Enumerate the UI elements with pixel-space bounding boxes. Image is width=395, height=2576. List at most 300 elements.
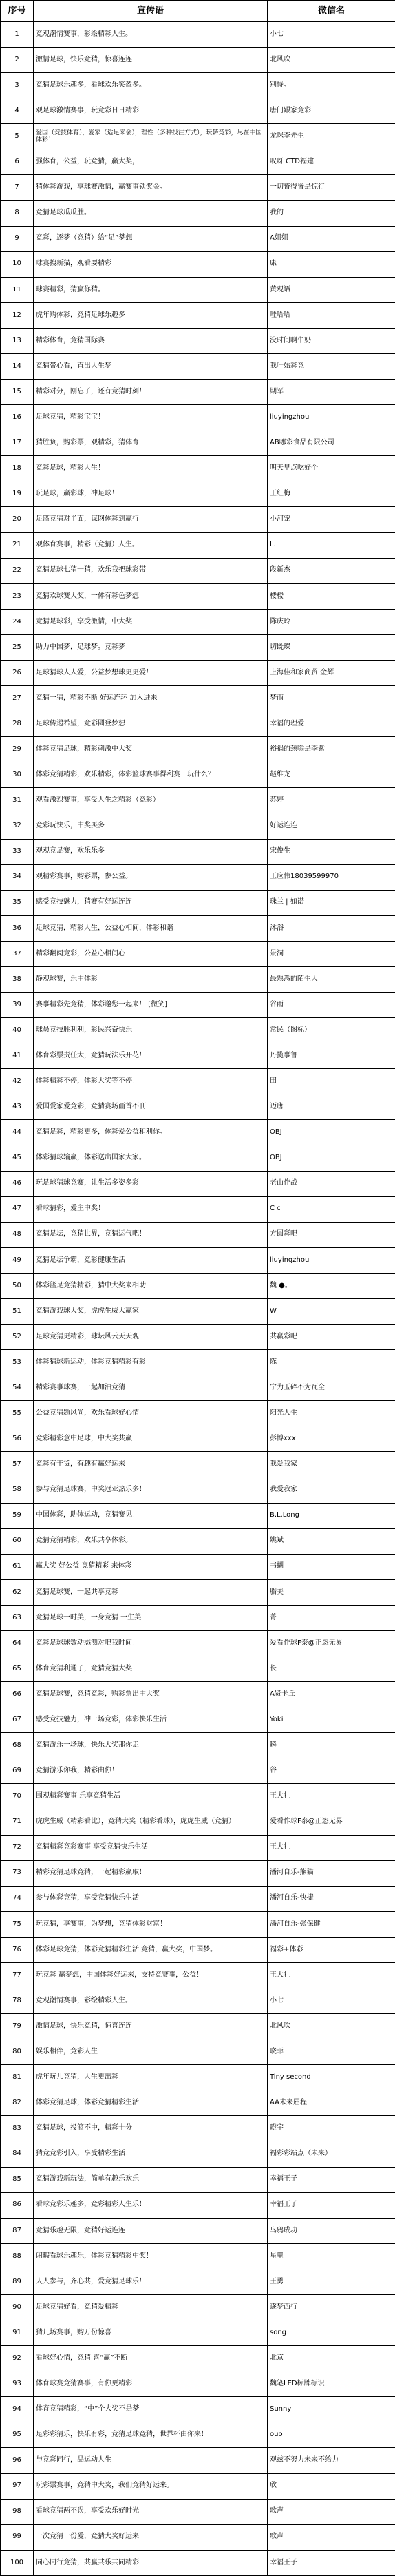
row-number: 36 (1, 915, 34, 941)
table-row (1, 1298, 395, 1324)
row-slogan: 助力中国梦，足球梦。竞彩梦！ (34, 634, 268, 660)
row-number: 51 (1, 1298, 34, 1324)
row-wechat-name: 书蝴 (268, 1554, 395, 1579)
row-wechat-name: Sunny (268, 2397, 395, 2422)
row-slogan: 竞猜足球乐趣多，看球欢乐笑盈多。 (34, 73, 268, 98)
row-wechat-name: 王大壮 (268, 1784, 395, 1809)
row-wechat-name: 常民（图标） (268, 1018, 395, 1043)
row-number: 74 (1, 1886, 34, 1911)
table-row (1, 1605, 395, 1630)
row-number: 76 (1, 1937, 34, 1962)
row-slogan: 足球传递希望，竞彩圆登梦想 (34, 711, 268, 737)
table-row (1, 1196, 395, 1222)
table-row (1, 941, 395, 966)
row-number: 75 (1, 1911, 34, 1937)
row-wechat-name: ouo (268, 2422, 395, 2448)
table-row (1, 481, 395, 507)
row-number: 99 (1, 2524, 34, 2550)
table-row (1, 660, 395, 685)
table-row (1, 2014, 395, 2039)
row-slogan: 体彩足球竞猜，体彩竞猜精彩生活 竞猜，赢大奖，中国梦。 (34, 1937, 268, 1962)
table-row (1, 1682, 395, 1707)
row-number: 15 (1, 380, 34, 405)
row-number: 33 (1, 839, 34, 864)
row-number: 60 (1, 1528, 34, 1554)
row-slogan: 竞彩，逐梦（竞猜）给“足”梦想 (34, 226, 268, 251)
row-number: 20 (1, 507, 34, 532)
row-slogan: 一次竞猜一份爱，竞猜大奖好运来 (34, 2524, 268, 2550)
row-wechat-name: 上海佳和家商贸 金辉 (268, 660, 395, 685)
row-wechat-name: 没时间啊牛奶 (268, 328, 395, 353)
row-wechat-name: 赵维龙 (268, 762, 395, 788)
row-number: 56 (1, 1426, 34, 1452)
table-row (1, 251, 395, 277)
row-wechat-name: OBJ (268, 1120, 395, 1145)
row-wechat-name: 小河宠 (268, 507, 395, 532)
row-slogan: 玩竞彩 赢梦想，中国体彩好运来，支持竞赛事，公益！ (34, 1962, 268, 1988)
table-row (1, 1273, 395, 1298)
row-slogan: 竞猜带心看，直出人生梦 (34, 354, 268, 380)
row-slogan: 精彩赛事球赛，一起加油竞猜 (34, 1375, 268, 1401)
table-row (1, 200, 395, 226)
row-wechat-name: 潘河自乐-张保健 (268, 1911, 395, 1937)
table-row (1, 48, 395, 73)
row-slogan: 体彩竞猜足球，体彩竞猜精彩生活 (34, 2090, 268, 2116)
row-wechat-name: 谷雨 (268, 992, 395, 1017)
table-row (1, 864, 395, 890)
row-number: 57 (1, 1452, 34, 1477)
row-slogan: 玩竞猜，享赛事，为梦想，竞猜体彩财富！ (34, 1911, 268, 1937)
row-number: 94 (1, 2397, 34, 2422)
row-number: 58 (1, 1477, 34, 1503)
table-row (1, 1452, 395, 1477)
row-slogan: 爱国（竞技体育），爱家（适足来会），理性（多种投注方式），玩转竞彩，尽在中国体彩！ (34, 124, 268, 149)
row-number: 39 (1, 992, 34, 1017)
row-wechat-name: 魏笔LED标牌标识 (268, 2371, 395, 2397)
row-wechat-name: 切既璨 (268, 634, 395, 660)
table-row (1, 1630, 395, 1656)
table-row (1, 354, 395, 380)
row-slogan: 竞猜足球彩，享受激情，中大奖！ (34, 609, 268, 634)
row-number: 55 (1, 1401, 34, 1426)
row-wechat-name: 北风吹 (268, 2014, 395, 2039)
row-slogan: 观观竞足赛，欢乐乐多 (34, 839, 268, 864)
row-wechat-name: 田 (268, 1069, 395, 1094)
row-slogan: 强体育，公益，玩竞猜，赢大奖， (34, 149, 268, 175)
row-slogan: 竞猜足球七猜一猜，欢乐我把球彩带 (34, 558, 268, 583)
row-wechat-name: 一切皆得皆是惊行 (268, 175, 395, 200)
row-slogan: 观足球激情赛事，玩竞彩日日精彩 (34, 98, 268, 124)
row-slogan: 猜体彩游戏，享球赛激情，赢赛事锁奖金。 (34, 175, 268, 200)
table-row (1, 1962, 395, 1988)
row-wechat-name: 小七 (268, 22, 395, 48)
row-wechat-name: 陈 (268, 1350, 395, 1375)
row-number: 40 (1, 1018, 34, 1043)
row-number: 44 (1, 1120, 34, 1145)
row-wechat-name: 北风吹 (268, 48, 395, 73)
table-row (1, 2422, 395, 2448)
row-number: 96 (1, 2448, 34, 2473)
row-number: 41 (1, 1043, 34, 1069)
table-row (1, 1350, 395, 1375)
row-wechat-name: 幸福的理爱 (268, 711, 395, 737)
row-wechat-name: 陈庆玲 (268, 609, 395, 634)
row-wechat-name: 唐门跟家竞彩 (268, 98, 395, 124)
row-wechat-name: 我爱我家 (268, 1452, 395, 1477)
table-row (1, 1503, 395, 1528)
table-row (1, 98, 395, 124)
row-wechat-name: song (268, 2320, 395, 2346)
row-wechat-name: 潘河自乐-熊猫 (268, 1860, 395, 1886)
row-slogan: 竞猜游戏球大奖，虎虎生威大赢家 (34, 1298, 268, 1324)
row-number: 91 (1, 2320, 34, 2346)
row-number: 28 (1, 711, 34, 737)
row-wechat-name: W (268, 1298, 395, 1324)
row-slogan: 猜竞竞彩引入，享受精彩生活！ (34, 2141, 268, 2167)
row-slogan: 竞彩精彩意中足球，中大奖共赢！ (34, 1426, 268, 1452)
table-row (1, 149, 395, 175)
row-slogan: 猜几场赛事，购万份惊喜 (34, 2320, 268, 2346)
row-slogan: 静观球赛，乐中体彩 (34, 966, 268, 992)
row-slogan: 精彩对分，刚忘了，还有竞猜时刻！ (34, 380, 268, 405)
row-number: 2 (1, 48, 34, 73)
row-slogan: 参与竞猜足球赛，中奖冠亚热乐多！ (34, 1477, 268, 1503)
table-row (1, 175, 395, 200)
row-slogan: 玩足球，赢彩球，冲足球！ (34, 481, 268, 507)
row-number: 19 (1, 481, 34, 507)
table-row (1, 124, 395, 149)
row-wechat-name: 晓菲 (268, 2039, 395, 2065)
table-row (1, 737, 395, 762)
table-row (1, 711, 395, 737)
row-number: 34 (1, 864, 34, 890)
row-slogan: 看球猜彩，爱主中奖！ (34, 1196, 268, 1222)
row-wechat-name: 王勇 (268, 2269, 395, 2294)
table-row (1, 2090, 395, 2116)
row-slogan: 体育球赛竞猜赛事，有你更精彩！ (34, 2371, 268, 2397)
row-slogan: 赢大奖 好公益 竞猜精彩 来体彩 (34, 1554, 268, 1579)
row-slogan: 中国体彩，助体运动，竞猜赛见！ (34, 1503, 268, 1528)
row-slogan: 竞猜足球，投篮不中，精彩十分 (34, 2116, 268, 2141)
row-slogan: 竞猜游乐一场球，快乐大奖那你走 (34, 1733, 268, 1758)
row-wechat-name: 观兹不努力未来不给力 (268, 2448, 395, 2473)
table-row (1, 2499, 395, 2524)
table-row (1, 22, 395, 48)
row-slogan: 看球好心情，竞猜 喜“赢”不断 (34, 2346, 268, 2371)
row-slogan: 激情足球，快乐竞猜，惊喜连连 (34, 2014, 268, 2039)
row-wechat-name: 福彩+体彩 (268, 1937, 395, 1962)
row-number: 77 (1, 1962, 34, 1988)
header-row (1, 1, 395, 22)
row-slogan: 足篮竞猜对半面，谋网体彩到赢行 (34, 507, 268, 532)
row-number: 90 (1, 2294, 34, 2320)
row-slogan: 竞猜足坛，竞猜世界，竞猜运气吧！ (34, 1222, 268, 1247)
row-slogan: 看球竞猜两不误，享受欢乐好时光 (34, 2499, 268, 2524)
table-row (1, 634, 395, 660)
row-number: 45 (1, 1145, 34, 1171)
table-row (1, 813, 395, 839)
table-row (1, 2397, 395, 2422)
row-number: 49 (1, 1247, 34, 1273)
row-wechat-name: 我爱我家 (268, 1477, 395, 1503)
row-slogan: 竞猜欢球赛大奖，一体有彩色梦想 (34, 583, 268, 609)
row-number: 84 (1, 2141, 34, 2167)
row-slogan: 猜胜负，购彩票，观精彩，猜体育 (34, 430, 268, 456)
row-wechat-name: 幸福王子 (268, 2192, 395, 2218)
row-slogan: 竞观潮情赛事，彩绘精彩人生。 (34, 22, 268, 48)
table-row (1, 1784, 395, 1809)
row-number: 6 (1, 149, 34, 175)
row-slogan: 体彩竞猜精彩，欢乐精彩，体彩篮球赛事得利赛！玩什么？ (34, 762, 268, 788)
table-row (1, 1426, 395, 1452)
row-wechat-name: liuyingzhou (268, 1247, 395, 1273)
table-row (1, 2473, 395, 2499)
row-slogan: 竞猜游乐你我，精彩由你！ (34, 1758, 268, 1784)
row-slogan: 赛事精彩先竞猜，体彩邀您一起来！ [微笑] (34, 992, 268, 1017)
row-wechat-name: 宁为玉碎不为瓦全 (268, 1375, 395, 1401)
row-number: 30 (1, 762, 34, 788)
row-wechat-name: 爱看作球F泰@正恣无界 (268, 1809, 395, 1835)
row-slogan: 看球竞彩乐趣多，竞彩精彩人生乐！ (34, 2192, 268, 2218)
row-wechat-name: 腊美 (268, 1579, 395, 1605)
row-wechat-name: 最熟悉的陌生人 (268, 966, 395, 992)
table-row (1, 2448, 395, 2473)
table-row (1, 302, 395, 328)
row-number: 71 (1, 1809, 34, 1835)
table-row (1, 1809, 395, 1835)
table-row (1, 1911, 395, 1937)
table-row (1, 1069, 395, 1094)
row-number: 38 (1, 966, 34, 992)
row-number: 62 (1, 1579, 34, 1605)
table-row (1, 1988, 395, 2014)
row-number: 54 (1, 1375, 34, 1401)
row-slogan: 竞猜游戏新玩法，简单有趣乐欢乐 (34, 2167, 268, 2192)
row-number: 26 (1, 660, 34, 685)
row-number: 24 (1, 609, 34, 634)
row-wechat-name: 沐浴 (268, 915, 395, 941)
row-slogan: 围观精彩赛事 乐享竞猜生活 (34, 1784, 268, 1809)
row-slogan: 激情足球，快乐竞猜，惊喜连连 (34, 48, 268, 73)
row-number: 48 (1, 1222, 34, 1247)
row-slogan: 公益竞猜题风尚，欢乐看球好心情 (34, 1401, 268, 1426)
row-wechat-name: B.L.Long (268, 1503, 395, 1528)
row-number: 13 (1, 328, 34, 353)
row-number: 37 (1, 941, 34, 966)
table-row (1, 1094, 395, 1120)
row-slogan: 竞彩足球球数动态测对吧我时间！ (34, 1630, 268, 1656)
row-number: 69 (1, 1758, 34, 1784)
table-row (1, 1835, 395, 1860)
row-number: 100 (1, 2550, 34, 2575)
row-number: 16 (1, 405, 34, 430)
table-row (1, 2192, 395, 2218)
row-wechat-name: 幸福王子 (268, 2550, 395, 2575)
row-wechat-name: 梦雨 (268, 686, 395, 711)
table-row (1, 2167, 395, 2192)
row-wechat-name: 长 (268, 1656, 395, 1682)
row-slogan: 观体育赛事，精彩（竞猜）人生。 (34, 532, 268, 558)
row-wechat-name: 王应伟18039599970 (268, 864, 395, 890)
row-number: 70 (1, 1784, 34, 1809)
row-slogan: 闲暇看球乐趣乐，体彩竞猜精彩中奖！ (34, 2243, 268, 2269)
row-number: 59 (1, 1503, 34, 1528)
row-slogan: 竞观潮情赛事，彩绘精彩人生。 (34, 1988, 268, 2014)
table-row (1, 583, 395, 609)
row-number: 42 (1, 1069, 34, 1094)
row-wechat-name: 龙咪李先生 (268, 124, 395, 149)
row-wechat-name: 期军 (268, 380, 395, 405)
row-slogan: 感受竞技魅力，冲一场竞彩，体彩快乐生活 (34, 1707, 268, 1733)
row-wechat-name: 老山作战 (268, 1171, 395, 1196)
row-number: 89 (1, 2269, 34, 2294)
row-number: 12 (1, 302, 34, 328)
row-number: 95 (1, 2422, 34, 2448)
row-number: 8 (1, 200, 34, 226)
row-wechat-name: 北京 (268, 2346, 395, 2371)
row-wechat-name: 哇哈哈 (268, 302, 395, 328)
row-number: 25 (1, 634, 34, 660)
row-wechat-name: 瞬 (268, 1733, 395, 1758)
row-number: 5 (1, 124, 34, 149)
header-number: 序号 (1, 1, 34, 22)
row-wechat-name: liuyingzhou (268, 405, 395, 430)
row-slogan: 竞猜足球赛，一起共享竞彩 (34, 1579, 268, 1605)
row-slogan: 竞猜竞猜精彩，欢乐共享体彩。 (34, 1528, 268, 1554)
table-row (1, 1375, 395, 1401)
row-number: 82 (1, 2090, 34, 2116)
row-slogan: 竞彩足球，精彩人生！ (34, 456, 268, 481)
table-row (1, 456, 395, 481)
row-slogan: 玩足球猜球竞赛，让生活多姿多彩 (34, 1171, 268, 1196)
row-wechat-name: A贤卡丘 (268, 1682, 395, 1707)
row-wechat-name: L. (268, 532, 395, 558)
row-wechat-name: 歌声 (268, 2524, 395, 2550)
table-row (1, 2294, 395, 2320)
row-slogan: 竞猜足球赛，竞猜竞彩，购彩票出中大奖 (34, 1682, 268, 1707)
row-number: 97 (1, 2473, 34, 2499)
row-slogan: 足彩彩猜乐，快乐有彩，竞猜足球竞猜，世界杯由你来！ (34, 2422, 268, 2448)
row-slogan: 娱乐相伴，竞彩人生 (34, 2039, 268, 2065)
row-wechat-name: 谷 (268, 1758, 395, 1784)
row-wechat-name: 欣 (268, 2473, 395, 2499)
row-number: 61 (1, 1554, 34, 1579)
row-number: 83 (1, 2116, 34, 2141)
row-wechat-name: 段新杰 (268, 558, 395, 583)
table-row (1, 609, 395, 634)
row-number: 78 (1, 1988, 34, 2014)
table-row (1, 1860, 395, 1886)
table-row (1, 890, 395, 915)
table-row (1, 1120, 395, 1145)
row-wechat-name: 我的 (268, 200, 395, 226)
table-row (1, 686, 395, 711)
row-number: 72 (1, 1835, 34, 1860)
row-number: 21 (1, 532, 34, 558)
row-slogan: 竞猜足球瓜瓜胜。 (34, 200, 268, 226)
row-slogan: 体彩猜球输赢，体彩送出国家大家。 (34, 1145, 268, 1171)
table-row (1, 2243, 395, 2269)
row-number: 81 (1, 2065, 34, 2090)
row-number: 79 (1, 2014, 34, 2039)
row-number: 50 (1, 1273, 34, 1298)
row-number: 52 (1, 1324, 34, 1349)
row-wechat-name: 珠兰 | 如诺 (268, 890, 395, 915)
row-number: 29 (1, 737, 34, 762)
row-wechat-name: 王红梅 (268, 481, 395, 507)
row-wechat-name: 好运连连 (268, 813, 395, 839)
table-row (1, 1324, 395, 1349)
row-number: 87 (1, 2218, 34, 2243)
row-wechat-name: 别恃。 (268, 73, 395, 98)
row-number: 93 (1, 2371, 34, 2397)
row-number: 86 (1, 2192, 34, 2218)
table-row (1, 1528, 395, 1554)
table-row (1, 532, 395, 558)
table-row (1, 1707, 395, 1733)
table-row (1, 1171, 395, 1196)
row-number: 3 (1, 73, 34, 98)
table-row (1, 2065, 395, 2090)
table-row (1, 966, 395, 992)
row-number: 85 (1, 2167, 34, 2192)
row-number: 92 (1, 2346, 34, 2371)
row-wechat-name: 黄观语 (268, 277, 395, 302)
row-wechat-name: Yoki (268, 1707, 395, 1733)
row-wechat-name: 裕祸的颈嗡是李紫 (268, 737, 395, 762)
table-row (1, 839, 395, 864)
table-row (1, 328, 395, 353)
row-wechat-name: 幸福王子 (268, 2167, 395, 2192)
row-slogan: 精彩翻阅竞彩，公益心相间心！ (34, 941, 268, 966)
row-wechat-name: C c (268, 1196, 395, 1222)
row-wechat-name: 楼楼 (268, 583, 395, 609)
row-slogan: 足球竞猜更精彩，球坛风云天天观 (34, 1324, 268, 1349)
table-row (1, 1886, 395, 1911)
row-number: 4 (1, 98, 34, 124)
row-wechat-name: AB哪彩食品有限公司 (268, 430, 395, 456)
table-row (1, 2141, 395, 2167)
table-row (1, 992, 395, 1017)
row-wechat-name: 瞪宇 (268, 2116, 395, 2141)
row-number: 64 (1, 1630, 34, 1656)
row-wechat-name: 共赢彩吧 (268, 1324, 395, 1349)
row-wechat-name: 福彩彩站点（未来） (268, 2141, 395, 2167)
row-slogan: 感受竞技魅力，猜赛有好运连连 (34, 890, 268, 915)
table-row (1, 2320, 395, 2346)
table-row (1, 1554, 395, 1579)
row-wechat-name: 明天早点吃好个 (268, 456, 395, 481)
row-number: 14 (1, 354, 34, 380)
row-number: 98 (1, 2499, 34, 2524)
row-number: 63 (1, 1605, 34, 1630)
row-slogan: 体育彩票责任大，竞猜玩法乐开花！ (34, 1043, 268, 1069)
table-row (1, 1401, 395, 1426)
table-row (1, 2218, 395, 2243)
row-slogan: 球赛搜新猫，观看要精彩 (34, 251, 268, 277)
row-wechat-name: 景洞 (268, 941, 395, 966)
row-wechat-name: 叹呀 CTD福建 (268, 149, 395, 175)
table-row (1, 2524, 395, 2550)
row-number: 1 (1, 22, 34, 48)
table-row (1, 558, 395, 583)
row-slogan: 与竞彩同行，品运动人生 (34, 2448, 268, 2473)
table-row (1, 1656, 395, 1682)
row-number: 68 (1, 1733, 34, 1758)
table-row (1, 788, 395, 813)
row-number: 47 (1, 1196, 34, 1222)
table-row (1, 1247, 395, 1273)
